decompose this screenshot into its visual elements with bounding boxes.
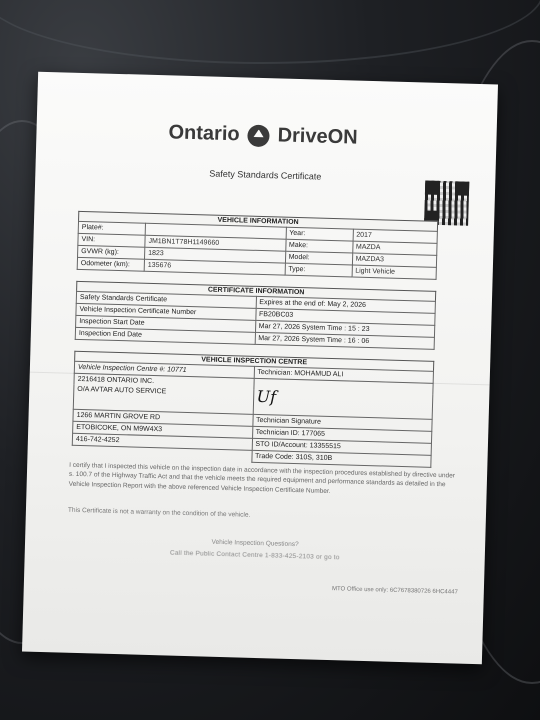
mto-office-use: MTO Office use only: 6C7678380726 6HC4447 (331, 586, 458, 596)
cert-row-label: Inspection End Date (75, 327, 255, 344)
gvwr-label: GVWR (kg): (78, 245, 145, 259)
gvwr-value: 1823 (144, 247, 285, 263)
sto-id: STO ID/Account: 13355515 (252, 438, 432, 455)
centre-phone: 416-742-4252 (72, 433, 252, 450)
signature-label: Technician Signature (252, 414, 432, 431)
cert-row-value: Mar 27, 2026 System Time : 16 : 06 (255, 332, 435, 349)
section-heading: VEHICLE INSPECTION CENTRE (74, 351, 434, 371)
cert-row-value: Expires at the end of: May 2, 2026 (256, 296, 436, 313)
section-heading: CERTIFICATE INFORMATION (76, 281, 436, 301)
brand-ontario: Ontario (168, 121, 240, 146)
qr-code-icon (424, 181, 469, 226)
certificate-information-section (75, 281, 437, 350)
certificate-info-table (75, 291, 436, 350)
cert-row-value: FB20BC03 (255, 308, 435, 325)
year-value: 2017 (353, 229, 438, 243)
centre-city: ETOBICOKE, ON M9W4X3 (73, 421, 253, 438)
trade-code: Trade Code: 310S, 310B (251, 450, 431, 467)
inspection-centre-table (71, 361, 434, 468)
centre-number: Vehicle Inspection Centre #: 10771 (74, 361, 254, 378)
vehicle-info-table (77, 221, 438, 280)
cert-row-label: Safety Standards Certificate (76, 291, 256, 308)
company-dba: O/A AVTAR AUTO SERVICE (73, 385, 253, 415)
plate-label: Plate#: (78, 221, 145, 235)
company-name: 2216418 ONTARIO INC. (74, 373, 254, 390)
contact-line: Call the Public Contact Centre 1-833-425-2103 or go to (169, 549, 340, 562)
technician-id: Technician ID: 177065 (252, 426, 432, 443)
type-label: Type: (285, 263, 352, 277)
vin-label: VIN: (78, 233, 145, 247)
warranty-note: This Certificate is not a warranty on the condition of the vehicle. (67, 506, 251, 519)
cert-row-label: Inspection Start Date (76, 315, 256, 332)
odometer-label: Odometer (km): (77, 257, 144, 271)
vin-value: JM1BN1T78H1149660 (145, 235, 286, 251)
signature-mark: Uf (256, 386, 277, 407)
vehicle-information-section (77, 211, 439, 280)
centre-address: 1266 MARTIN GROVE RD (73, 409, 253, 426)
technician-signature (253, 378, 433, 419)
make-value: MAZDA (352, 241, 437, 255)
brand-driveon: DriveON (277, 124, 358, 149)
technician-name: Technician: MOHAMUD ALI (254, 366, 434, 383)
cert-row-value: Mar 27, 2026 System Time : 15 : 23 (255, 320, 435, 337)
seat-seam (0, 0, 540, 64)
certification-statement: I certify that I inspected this vehicle on the inspection date in accordance with the inspection procedures established by directive under s. 100.7 of the Highway Traffic Act and that the vehicle meets the required equipment and performance standards as detailed in the Vehicle Inspection Report with the above referenced Vehicle Inspection Certificate Number. (68, 461, 456, 495)
make-label: Make: (285, 239, 352, 253)
questions-heading: Vehicle Inspection Questions? (211, 538, 299, 549)
inspection-centre-section (71, 351, 434, 468)
type-value: Light Vehicle (352, 265, 437, 279)
section-heading: VEHICLE INFORMATION (78, 211, 438, 231)
cert-row-label: Vehicle Inspection Certificate Number (76, 303, 256, 320)
model-value: MAZDA3 (352, 253, 437, 267)
certificate-title: Safety Standards Certificate (209, 168, 322, 182)
year-label: Year: (286, 227, 353, 241)
odometer-value: 135676 (144, 259, 285, 275)
ontario-logo (168, 121, 358, 149)
certificate-paper (22, 72, 498, 665)
model-label: Model: (285, 251, 352, 265)
trillium-icon (247, 124, 270, 147)
